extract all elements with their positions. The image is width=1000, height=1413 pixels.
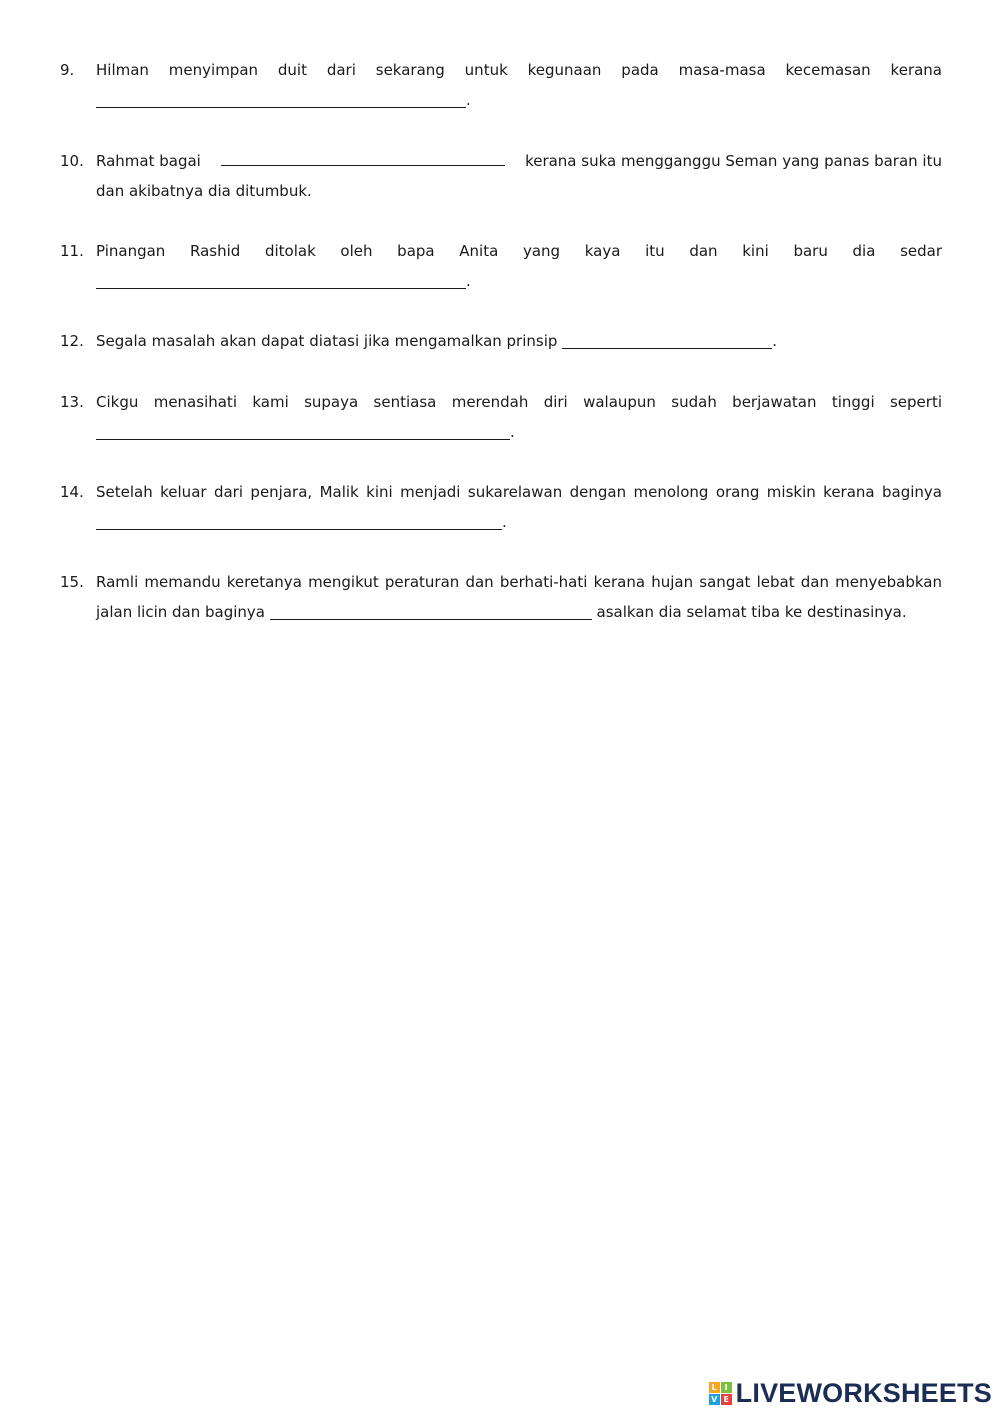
question-10 bbox=[60, 146, 942, 206]
question-11 bbox=[60, 236, 942, 296]
question-14 bbox=[60, 477, 942, 537]
liveworksheets-icon bbox=[709, 1382, 732, 1405]
question-number: 11. bbox=[60, 242, 84, 260]
answer-blank[interactable] bbox=[96, 89, 466, 108]
logo-letter-l: L bbox=[709, 1382, 720, 1393]
question-text-continued: kerana suka mengganggu Seman yang panas baran itu bbox=[525, 152, 942, 170]
answer-blank[interactable] bbox=[96, 511, 502, 530]
question-number: 9. bbox=[60, 61, 75, 79]
question-text-end: asalkan dia selamat tiba ke destinasinya. bbox=[596, 603, 907, 621]
question-number: 13. bbox=[60, 393, 84, 411]
liveworksheets-logo bbox=[709, 1378, 992, 1408]
question-text-end: . bbox=[510, 423, 515, 441]
question-text: Segala masalah akan dapat diatasi jika mengamalkan prinsip bbox=[96, 332, 558, 350]
question-text-end: . bbox=[466, 272, 471, 290]
question-number: 15. bbox=[60, 573, 84, 591]
question-text: Setelah keluar dari penjara, Malik kini menjadi sukarelawan dengan menolong orang miskin kerana baginya bbox=[96, 483, 942, 501]
question-text-line2: jalan licin dan baginya bbox=[96, 603, 265, 621]
question-text: Pinangan Rashid ditolak oleh bapa Anita yang kaya itu dan kini baru dia sedar bbox=[96, 242, 942, 260]
question-text: Cikgu menasihati kami supaya sentiasa merendah diri walaupun sudah berjawatan tinggi seperti bbox=[96, 393, 942, 411]
logo-letter-e: E bbox=[721, 1394, 732, 1405]
question-text-end: . bbox=[502, 513, 507, 531]
logo-letter-v: V bbox=[709, 1394, 720, 1405]
answer-blank[interactable] bbox=[221, 147, 505, 166]
question-12 bbox=[60, 326, 942, 356]
logo-letter-i: I bbox=[721, 1382, 732, 1393]
question-13 bbox=[60, 387, 942, 447]
question-number: 10. bbox=[60, 152, 84, 170]
question-text-end: . bbox=[772, 332, 777, 350]
question-text-end: . bbox=[466, 91, 471, 109]
answer-blank[interactable] bbox=[96, 270, 466, 289]
question-text-line2: dan akibatnya dia ditumbuk. bbox=[96, 182, 312, 200]
answer-blank[interactable] bbox=[96, 421, 510, 440]
answer-blank[interactable] bbox=[270, 601, 592, 620]
question-15 bbox=[60, 567, 942, 627]
question-number: 14. bbox=[60, 483, 84, 501]
answer-blank[interactable] bbox=[562, 330, 772, 349]
question-number: 12. bbox=[60, 332, 84, 350]
question-text: Hilman menyimpan duit dari sekarang untuk kegunaan pada masa-masa kecemasan kerana bbox=[96, 61, 942, 79]
question-text: Ramli memandu keretanya mengikut peraturan dan berhati-hati kerana hujan sangat lebat dan menyebabkan bbox=[96, 573, 942, 591]
question-9 bbox=[60, 55, 942, 115]
brand-name: LIVEWORKSHEETS bbox=[735, 1377, 992, 1408]
question-text: Rahmat bagai bbox=[96, 152, 201, 170]
